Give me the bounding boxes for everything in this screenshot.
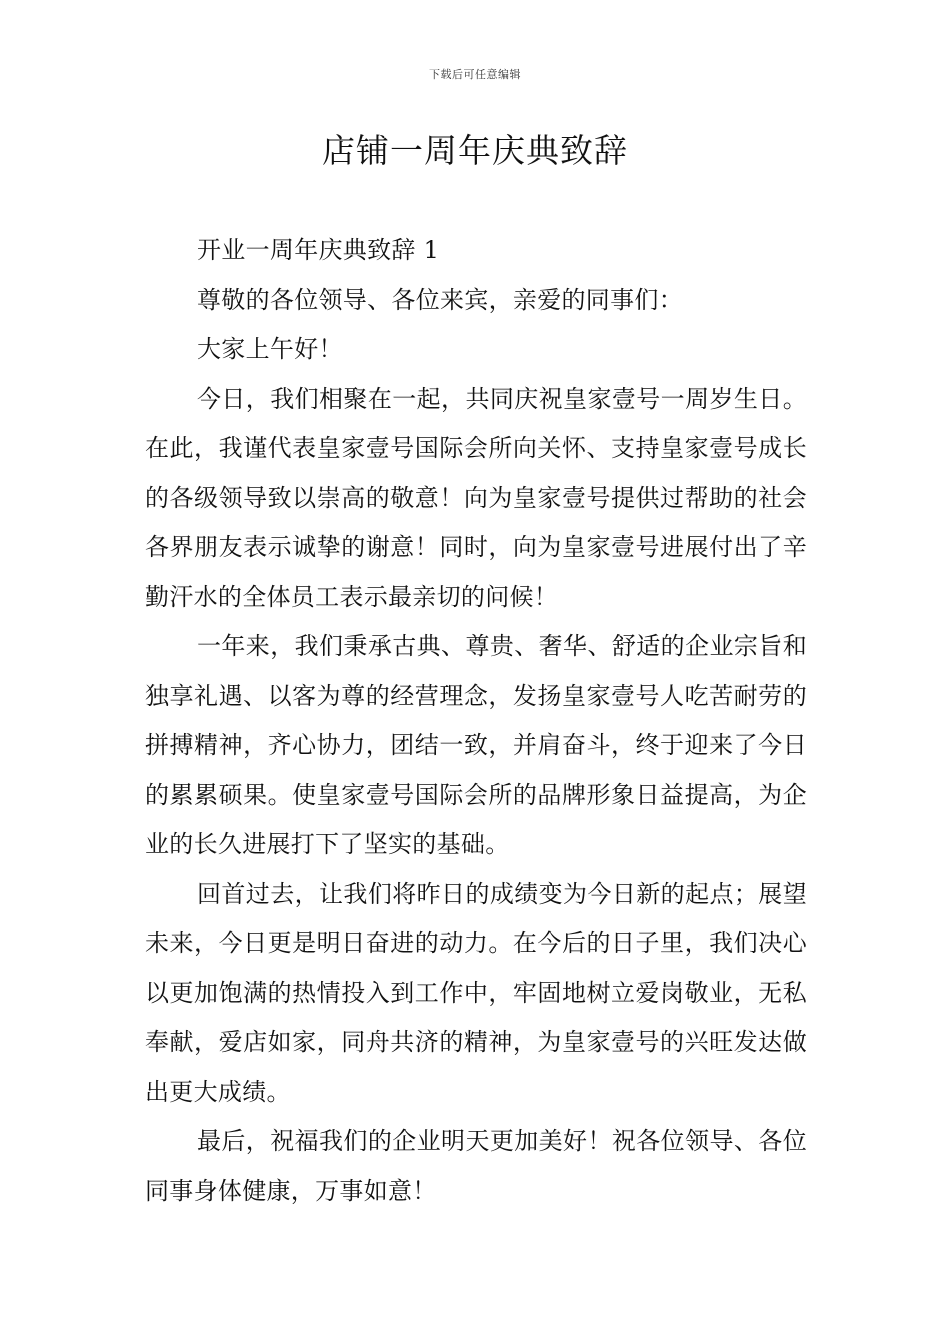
section-heading: 开业一周年庆典致辞 1 [197,236,440,264]
body-paragraph: 一年来，我们秉承古典、尊贵、奢华、舒适的企业宗旨和独享礼遇、以客为尊的经营理念，发扬皇家壹号人吃苦耐劳的拼搏精神，齐心协力，团结一致，并肩奋斗，终于迎来了今日的累累硕果。使皇家壹号国际会所的品牌形象日益提高，为企业的长久进展打下了坚实的基础。 [145,632,807,858]
document-body [145,226,807,1216]
greeting: 大家上午好！ [197,335,343,363]
document-title: 店铺一周年庆典致辞 [322,131,628,170]
closing-paragraph: 最后，祝福我们的企业明天更加美好！祝各位领导、各位同事身体健康，万事如意！ [145,1127,807,1205]
body-paragraph: 回首过去，让我们将昨日的成绩变为今日新的起点；展望未来，今日更是明日奋进的动力。在今后的日子里，我们决心以更加饱满的热情投入到工作中，牢固地树立爱岗敬业，无私奉献，爱店如家，同舟共济的精神，为皇家壹号的兴旺发达做出更大成绩。 [145,879,807,1106]
body-paragraph: 今日，我们相聚在一起，共同庆祝皇家壹号一周岁生日。在此，我谨代表皇家壹号国际会所向关怀、支持皇家壹号成长的各级领导致以崇高的敬意！向为皇家壹号提供过帮助的社会各界朋友表示诚挚的谢意！同时，向为皇家壹号进展付出了辛勤汗水的全体员工表示最亲切的问候！ [145,384,807,611]
header-note: 下载后可任意编辑 [429,68,521,81]
salutation: 尊敬的各位领导、各位来宾，亲爱的同事们： [197,285,683,314]
